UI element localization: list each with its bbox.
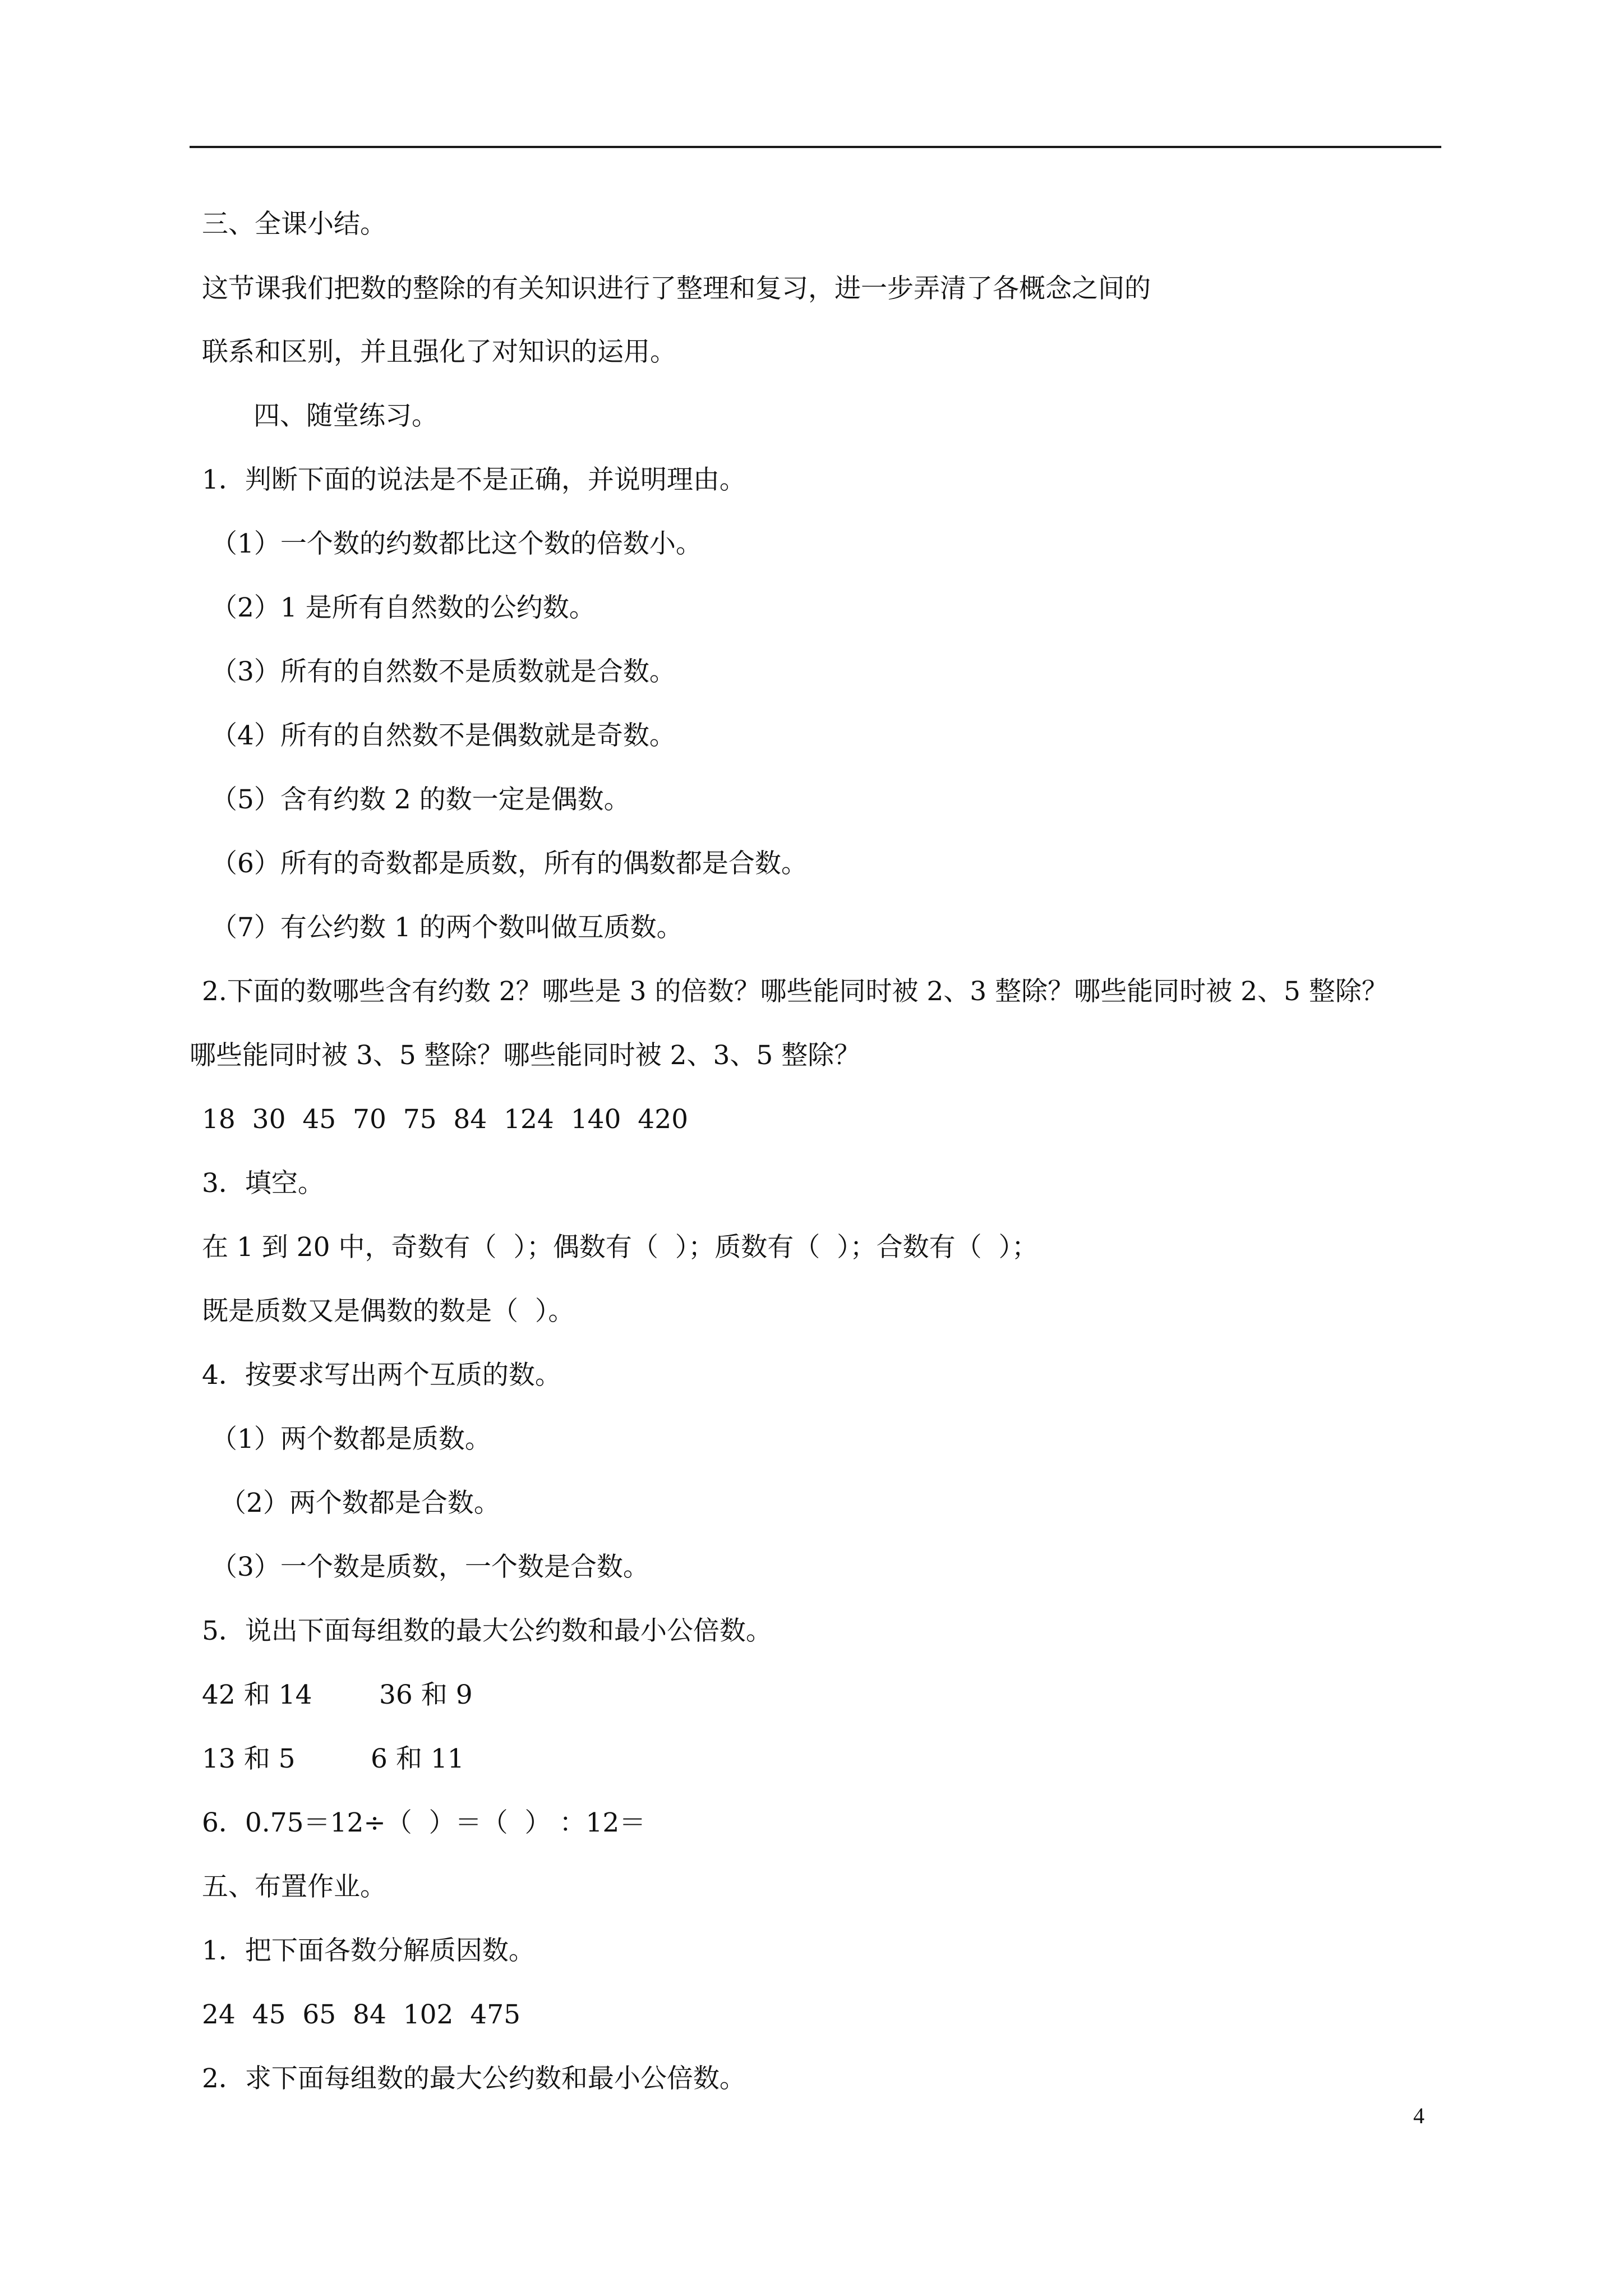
fill-in-line: 既是质数又是偶数的数是（ ）。 [202, 1296, 575, 1327]
number-pairs: 42 和 14 36 和 9 [202, 1680, 473, 1710]
question-item: （5）含有约数 2 的数一定是偶数。 [211, 784, 630, 815]
question-item: （6）所有的奇数都是质数，所有的偶数都是合数。 [211, 848, 808, 879]
question-title: 5．说出下面每组数的最大公约数和最小公倍数。 [202, 1616, 772, 1646]
question-title: 2.下面的数哪些含有约数 2？哪些是 3 的倍数？哪些能同时被 2、3 整除？哪些能同时被 2、5 整除？ [202, 976, 1388, 1007]
number-list: 24 45 65 84 102 475 [202, 1999, 521, 2030]
page-number: 4 [1413, 2103, 1424, 2128]
question-title: 1．把下面各数分解质因数。 [202, 1935, 535, 1966]
question-title: 3．填空。 [202, 1168, 324, 1199]
question-title: 2．求下面每组数的最大公约数和最小公倍数。 [202, 2063, 746, 2094]
question-item: （2）1 是所有自然数的公约数。 [211, 592, 596, 623]
number-list: 18 30 45 70 75 84 124 140 420 [202, 1104, 688, 1135]
equation-line: 6．0.75＝12÷（ ）＝（ ） ：12＝ [202, 1807, 646, 1838]
paragraph-line: 联系和区别，并且强化了对知识的运用。 [202, 337, 676, 367]
section-heading-practice: 四、随堂练习。 [253, 401, 438, 431]
question-item: （4）所有的自然数不是偶数就是奇数。 [211, 720, 676, 751]
question-item: （3）所有的自然数不是质数就是合数。 [211, 656, 676, 687]
paragraph-line: 这节课我们把数的整除的有关知识进行了整理和复习，进一步弄清了各概念之间的 [202, 273, 1151, 304]
question-title: 4．按要求写出两个互质的数。 [202, 1360, 561, 1391]
question-item: （1）两个数都是质数。 [211, 1424, 491, 1455]
question-item: （7）有公约数 1 的两个数叫做互质数。 [211, 912, 683, 943]
header-rule [190, 146, 1441, 148]
question-item: （2）两个数都是合数。 [220, 1488, 500, 1519]
number-pairs: 13 和 5 6 和 11 [202, 1743, 464, 1774]
section-heading-summary: 三、全课小结。 [202, 209, 386, 240]
question-continuation: 哪些能同时被 3、5 整除？哪些能同时被 2、3、5 整除？ [190, 1040, 861, 1071]
section-heading-homework: 五、布置作业。 [202, 1871, 386, 1902]
question-title: 1．判断下面的说法是不是正确，并说明理由。 [202, 464, 746, 495]
question-item: （1）一个数的约数都比这个数的倍数小。 [211, 528, 702, 559]
fill-in-line: 在 1 到 20 中，奇数有（ ）；偶数有（ ）；质数有（ ）；合数有（ ）； [202, 1232, 1038, 1263]
question-item: （3）一个数是质数，一个数是合数。 [211, 1552, 649, 1582]
